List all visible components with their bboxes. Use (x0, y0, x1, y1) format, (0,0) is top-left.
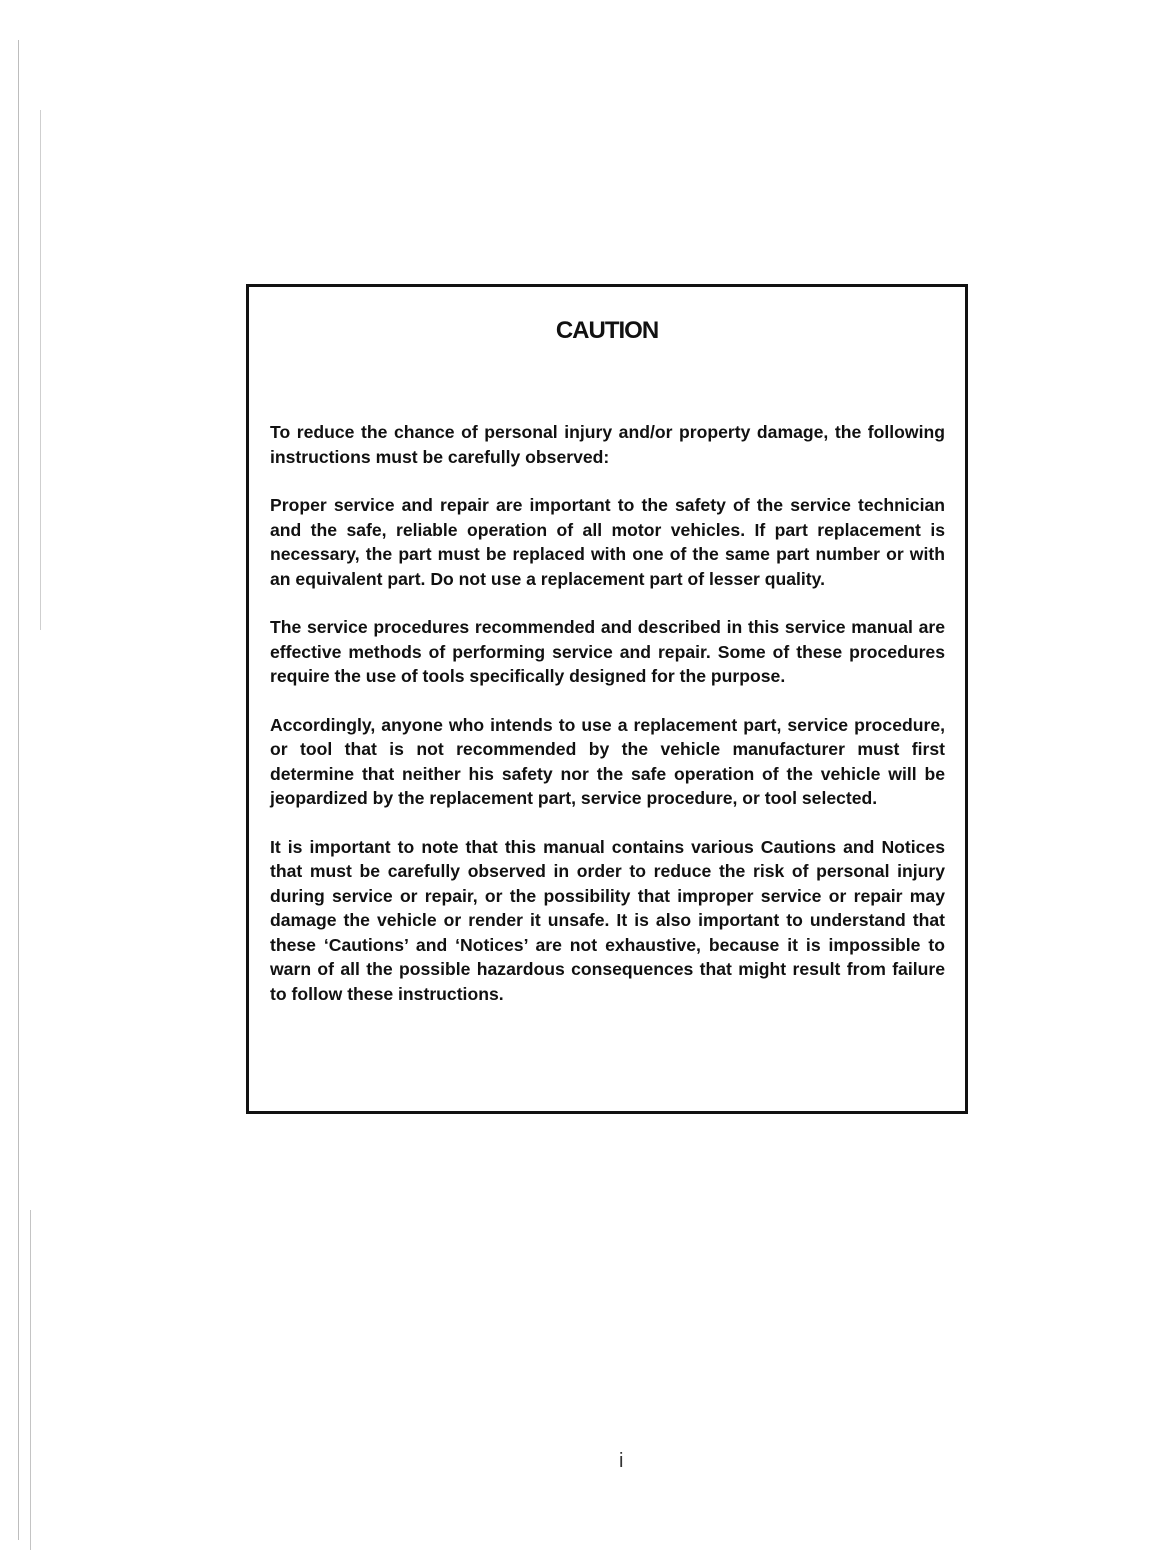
scan-edge-line (30, 1210, 31, 1550)
caution-paragraph-accordingly: Accordingly, anyone who intends to use a replacement part, service procedure, or tool that is not recommended by the vehicle manufacturer must first determine that neither his safety nor the safe operation of the vehicle will be jeopardized by the replacement part, service procedure, or tool selected. (270, 714, 945, 808)
page-number: i (619, 1450, 624, 1472)
caution-paragraph-notices: It is important to note that this manual contains various Cautions and Notices that must be carefully observed in order to reduce the risk of personal injury during service or repair, or the possibility that improper service or repair may damage the vehicle or render it unsafe. It is also important to understand that these ‘Cautions’ and ‘Notices’ are not exhaustive, because it is impossible to warn of all the possible hazardous consequences that might result from failure to follow these instructions. (270, 836, 945, 1004)
caution-paragraph-proper-service: Proper service and repair are important to the safety of the service technician and the safe, reliable operation of all motor vehicles. If part replacement is necessary, the part must be replaced with one of the same part number or with an equivalent part. Do not use a replacement part of lesser quality. (270, 495, 945, 589)
scan-edge-line (18, 40, 19, 1540)
caution-paragraph-intro: To reduce the chance of personal injury and/or property damage, the following instructions must be carefully observed: (270, 422, 945, 467)
caution-box (246, 284, 968, 1114)
caution-paragraph-procedures: The service procedures recommended and described in this service manual are effective methods of performing service and repair. Some of these procedures require the use of tools specifically designed for the purpose. (270, 617, 945, 686)
caution-body (270, 420, 945, 1006)
scan-edge-line (40, 110, 41, 630)
caution-title: CAUTION (555, 317, 659, 344)
